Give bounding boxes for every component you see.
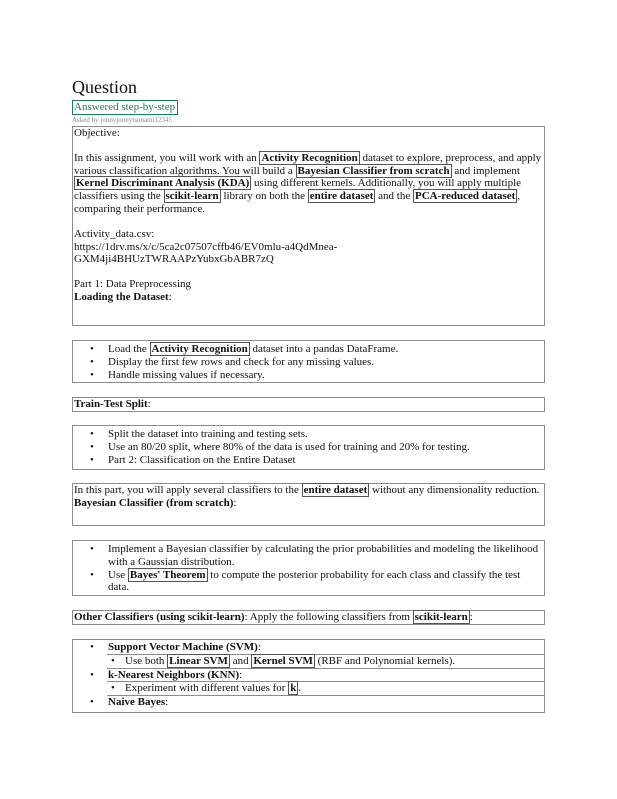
svm-label: Support Vector Machine (SVM) — [108, 641, 258, 653]
highlight-bayes-theorem: Bayes' Theorem — [129, 568, 206, 581]
entire-dataset-section — [72, 483, 545, 526]
list-item: • Display the first few rows and check for any missing values. — [73, 356, 544, 369]
asked-by: Asked by jonnyjonnytsunami12345 — [72, 116, 172, 124]
objective-section — [72, 126, 545, 326]
highlight-linear-svm: Linear SVM — [169, 654, 228, 667]
list-item — [73, 569, 544, 595]
text-run: : — [165, 696, 169, 709]
list-item-naive-bayes — [73, 696, 544, 709]
text-run: and implement — [451, 164, 520, 177]
list-item — [107, 682, 544, 695]
loading-list — [72, 340, 545, 383]
other-heading-label: Other Classifiers (using scikit-learn) — [74, 611, 245, 623]
part1-heading: Part 1: Data Preprocessing — [74, 278, 191, 291]
list-item: • Use an 80/20 split, where 80% of the data is used for training and 20% for testing. — [73, 441, 544, 454]
classifiers-list — [72, 639, 545, 713]
text-run: In this assignment, you will work with an — [74, 151, 260, 164]
csv-url-line2[interactable]: GXM4ji4BHUzTWRAAPzYubxGbABR7zQ — [74, 253, 274, 266]
text-run: Experiment with different values for — [125, 682, 289, 695]
text-run: : — [147, 398, 151, 410]
list-item-knn — [73, 669, 544, 682]
text-run: library on both the — [220, 190, 308, 203]
text-run: : Apply the following classifiers from — [244, 611, 413, 623]
bayes-heading — [73, 497, 544, 510]
highlight-entire-dataset: entire dataset — [309, 190, 374, 203]
text-run: : — [239, 668, 243, 681]
text-run: . — [298, 682, 302, 695]
highlight-scikit-learn: scikit-learn — [165, 190, 219, 203]
highlight-activity-recognition: Activity Recognition — [151, 343, 248, 355]
text-run: using different kernels. Additionally, you will apply multiple classifiers using the — [74, 177, 522, 203]
text-run: and — [229, 654, 252, 667]
highlight-activity-recognition: Activity Recognition — [261, 151, 358, 164]
text-run: (RBF and Polynomial kernels). — [314, 654, 456, 667]
nb-label: Naive Bayes — [108, 696, 166, 709]
text-run: In this part, you will apply several classifiers to the — [74, 484, 302, 496]
knn-label: k-Nearest Neighbors (KNN) — [108, 668, 240, 681]
answered-badge: Answered step-by-step — [72, 100, 178, 115]
text-run: Use both — [125, 654, 168, 667]
text-run: : — [257, 641, 261, 653]
bayes-list — [72, 540, 545, 596]
highlight-kda: Kernel Discriminant Analysis (KDA) — [76, 177, 250, 190]
highlight-kernel-svm: Kernel SVM — [253, 654, 313, 667]
bayes-heading-label: Bayesian Classifier (from scratch) — [74, 496, 234, 509]
text-run: : — [168, 290, 172, 303]
other-classifiers-heading — [72, 610, 545, 625]
text-run: without any dimensionality reduction. — [369, 484, 540, 496]
list-item: • Part 2: Classification on the Entire Dataset — [73, 454, 544, 467]
svm-sublist — [107, 654, 544, 669]
text-run: : — [469, 611, 473, 623]
split-list — [72, 425, 545, 470]
highlight-scikit-learn: scikit-learn — [414, 611, 468, 623]
highlight-entire-dataset: entire dataset — [303, 484, 368, 496]
objective-paragraph — [73, 152, 544, 216]
csv-label: Activity_data.csv: — [74, 227, 155, 240]
text-run: and the — [375, 190, 413, 203]
text-run: to compute the posterior probability for each class and classify the test data. — [108, 568, 521, 594]
highlight-pca-dataset: PCA-reduced dataset — [415, 190, 516, 203]
highlight-k: k — [290, 682, 297, 695]
text-run: : — [233, 496, 237, 509]
text-run: , comparing their performance. — [74, 190, 521, 215]
csv-url-line1[interactable]: https://1drv.ms/x/c/5ca2c07507cffb46/EV0mlu-a4QdMnea- — [74, 240, 338, 253]
text-run: dataset to explore, preprocess, and apply various classification algorithms. You will build a — [74, 151, 542, 177]
list-item: • Handle missing values if necessary. — [73, 369, 544, 382]
list-item — [107, 655, 544, 668]
page-title: Question — [72, 77, 137, 97]
list-item — [73, 343, 544, 356]
text-run: Use — [108, 568, 128, 581]
objective-heading: Objective: — [74, 127, 120, 139]
list-item: • Implement a Bayesian classifier by calculating the prior probabilities and modeling the likelihood with a Gaussian distribution. — [73, 543, 544, 569]
entire-paragraph — [73, 484, 544, 497]
list-item: • Split the dataset into training and testing sets. — [73, 428, 544, 441]
highlight-bayesian-classifier: Bayesian Classifier from scratch — [297, 164, 450, 177]
list-item-svm — [73, 641, 544, 654]
knn-sublist — [107, 681, 544, 696]
loading-heading-label: Loading the Dataset — [74, 290, 169, 303]
split-heading — [72, 397, 545, 412]
loading-heading — [73, 291, 544, 304]
text-run: dataset into a pandas DataFrame. — [249, 343, 399, 355]
split-heading-label: Train-Test Split — [74, 398, 148, 410]
text-run: Load the — [108, 343, 150, 355]
